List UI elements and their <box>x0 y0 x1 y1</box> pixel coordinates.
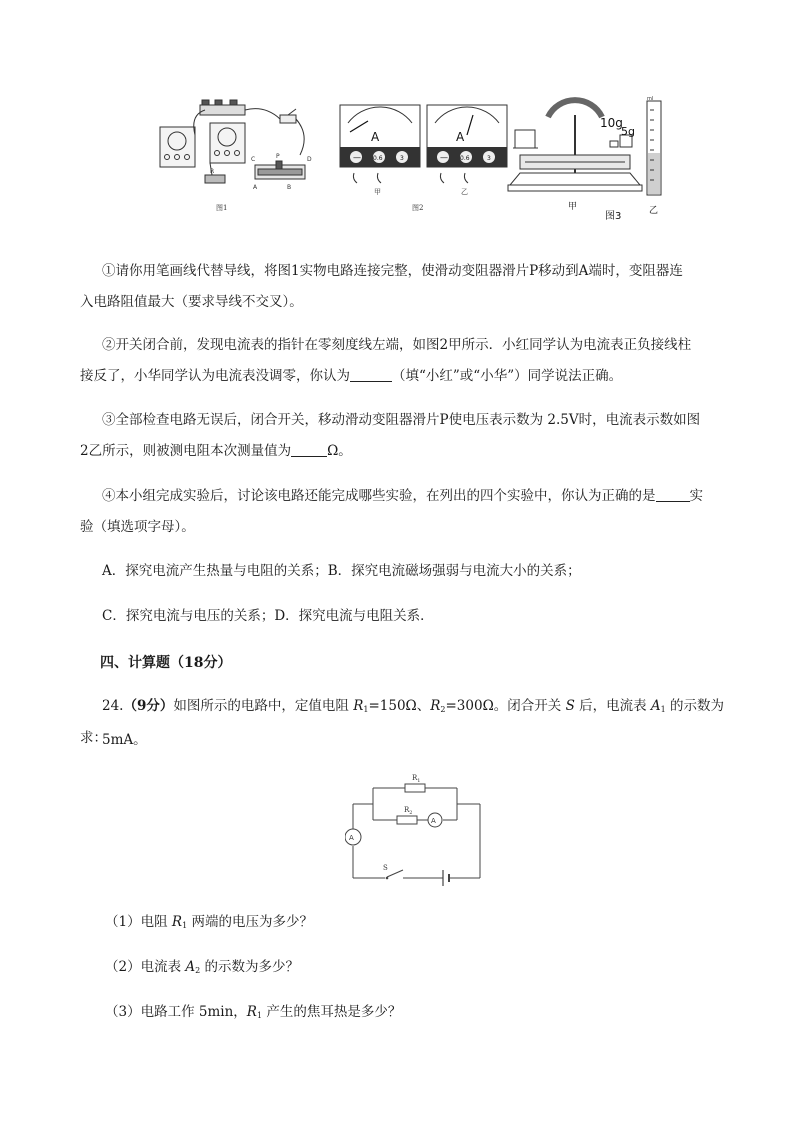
ammeter-a-terminal-3: 3 <box>400 155 404 162</box>
sub-question-1 <box>105 910 313 930</box>
sub-question-1-sub: 1 <box>182 921 188 930</box>
ammeter-b-symbol: A <box>456 130 465 144</box>
sub-question-1-r: R <box>171 914 183 930</box>
question-24-text-b: =150Ω、 <box>368 698 431 714</box>
circuit-a1-label: A <box>349 834 354 842</box>
r1-subscript: 1 <box>363 705 369 714</box>
ammeter-b-terminal-3: 3 <box>487 155 491 162</box>
figure-strip <box>150 95 680 225</box>
r1-symbol: R <box>353 698 364 714</box>
a1-symbol: A <box>650 698 661 714</box>
question-1-line-2: 入电路阻值最大（要求导线不交叉）。 <box>80 294 303 310</box>
circuit-r1-label: $R_1$ <box>412 774 421 784</box>
question-24-text-c: =300Ω。闭合开关 <box>445 698 566 714</box>
question-1-line-1: ①请你用笔画线代替导线，将图1实物电路连接完整，使滑动变阻器滑片P移动到A端时，变阻器连 <box>102 263 683 279</box>
ammeter-a-symbol: A <box>371 130 380 144</box>
sub-question-2-b: 的示数为多少？ <box>200 959 300 975</box>
section-4-title: 四、计算题（18分） <box>100 655 232 671</box>
question-24-number: 24. <box>102 698 124 714</box>
figure-2-caption: 图2 <box>412 204 424 212</box>
resistor-r1 <box>405 784 425 792</box>
question-4 <box>80 481 720 543</box>
circuit-switch-label: S <box>383 864 388 872</box>
question-24-text-d: 后，电流表 <box>574 698 651 714</box>
option-ab: A．探究电流产生热量与电阻的关系；B．探究电流磁场强弱与电流大小的关系； <box>102 563 581 579</box>
weight-10g: 10g <box>600 116 623 130</box>
sub-question-2 <box>105 955 299 975</box>
answer-blank-3[interactable] <box>291 442 327 457</box>
question-2-line-1: ②开关闭合前，发现电流表的指针在零刻度线左端，如图2甲所示．小红同学认为电流表正负接线柱 <box>102 337 692 353</box>
r2-symbol: R <box>430 698 441 714</box>
sub-question-3-r: R <box>246 1004 257 1020</box>
figure-2-ammeter-b <box>427 105 507 183</box>
r2-subscript: 2 <box>440 705 446 714</box>
rheostat-terminal-b: B <box>287 184 292 191</box>
cylinder-unit: ml <box>647 96 654 102</box>
rheostat-terminal-a: A <box>253 184 258 191</box>
sub-question-2-sub: 2 <box>195 966 201 975</box>
question-4-line-2: 验（填选项字母）。 <box>80 519 195 535</box>
resistor-r2 <box>397 816 417 824</box>
figure-3-balance <box>508 100 642 191</box>
question-24-score: （9分） <box>123 698 174 714</box>
sub-question-2-a: （2）电流表 <box>105 959 186 975</box>
question-24-text-a: 如图所示的电路中，定值电阻 <box>173 698 354 714</box>
question-3-line-1: ③全部检查电路无误后，闭合开关，移动滑动变阻器滑片P使电压表示数为 2.5V时，电流表示数如图 <box>102 412 701 428</box>
sub-question-3-sub: 1 <box>256 1011 263 1020</box>
sub-question-1-b: 两端的电压为多少？ <box>187 914 313 930</box>
rheostat-terminal-d: D <box>307 156 312 163</box>
question-2 <box>80 330 720 392</box>
figure-2-label-a: 甲 <box>374 188 381 196</box>
resistor-r-label: R <box>210 168 215 175</box>
question-3-line-2a: 2乙所示，则被测电阻本次测量值为 <box>80 443 292 459</box>
sub-question-2-a-symbol: A <box>185 959 196 975</box>
ammeter-a-terminal-neg: — <box>353 153 361 162</box>
switch-symbol: S <box>565 698 575 714</box>
sub-question-1-a: （1）电阻 <box>105 914 172 930</box>
figure-3-label-a: 甲 <box>568 202 578 212</box>
question-4-line-1b: 实 <box>689 488 703 504</box>
question-24-ask: 求： <box>80 730 107 746</box>
question-1 <box>80 256 720 318</box>
sub-question-3 <box>105 1000 401 1020</box>
question-2-line-2a: 接反了，小华同学认为电流表没调零，你认为 <box>80 368 350 384</box>
rheostat-terminal-p: P <box>276 153 280 160</box>
ammeter-a-terminal-06: 0.6 <box>373 155 383 162</box>
question-3 <box>80 405 720 467</box>
figure-1-apparatus <box>160 100 305 183</box>
answer-blank-4[interactable] <box>656 487 690 502</box>
sub-question-3-b: 产生的焦耳热是多少？ <box>262 1004 402 1020</box>
switch-pivot <box>386 877 389 880</box>
circuit-diagram <box>345 766 485 886</box>
option-cd: C．探究电流与电压的关系；D．探究电流与电阻关系． <box>102 608 434 624</box>
ammeter-b-terminal-06: 0.6 <box>460 155 470 162</box>
figure-3-cylinder <box>647 101 661 195</box>
figure-1-caption: 图1 <box>216 204 228 212</box>
question-3-line-2b: Ω。 <box>327 443 352 459</box>
a1-subscript: 1 <box>660 705 666 714</box>
circuit-a2-label: A <box>431 817 436 825</box>
rheostat-terminal-c: C <box>251 156 256 163</box>
weight-5g: 5g <box>621 125 635 138</box>
circuit-r2-label: $R_2$ <box>404 806 413 816</box>
ammeter-b-terminal-neg: — <box>440 153 448 162</box>
figure-3-label-b: 乙 <box>649 206 659 216</box>
figure-2-ammeter-a <box>340 105 420 183</box>
figure-3-caption: 图3 <box>605 211 622 222</box>
figure-2-label-b: 乙 <box>461 188 468 196</box>
question-2-line-2b: （填“小红”或“小华”）同学说法正确。 <box>392 368 623 384</box>
question-4-line-1a: ④本小组完成实验后，讨论该电路还能完成哪些实验，在列出的四个实验中，你认为正确的是 <box>102 488 656 504</box>
question-24-text-e: 的示数为 5mA。 <box>102 698 725 748</box>
answer-blank-2[interactable] <box>350 367 392 382</box>
sub-question-3-a: （3）电路工作 5min， <box>105 1004 247 1020</box>
